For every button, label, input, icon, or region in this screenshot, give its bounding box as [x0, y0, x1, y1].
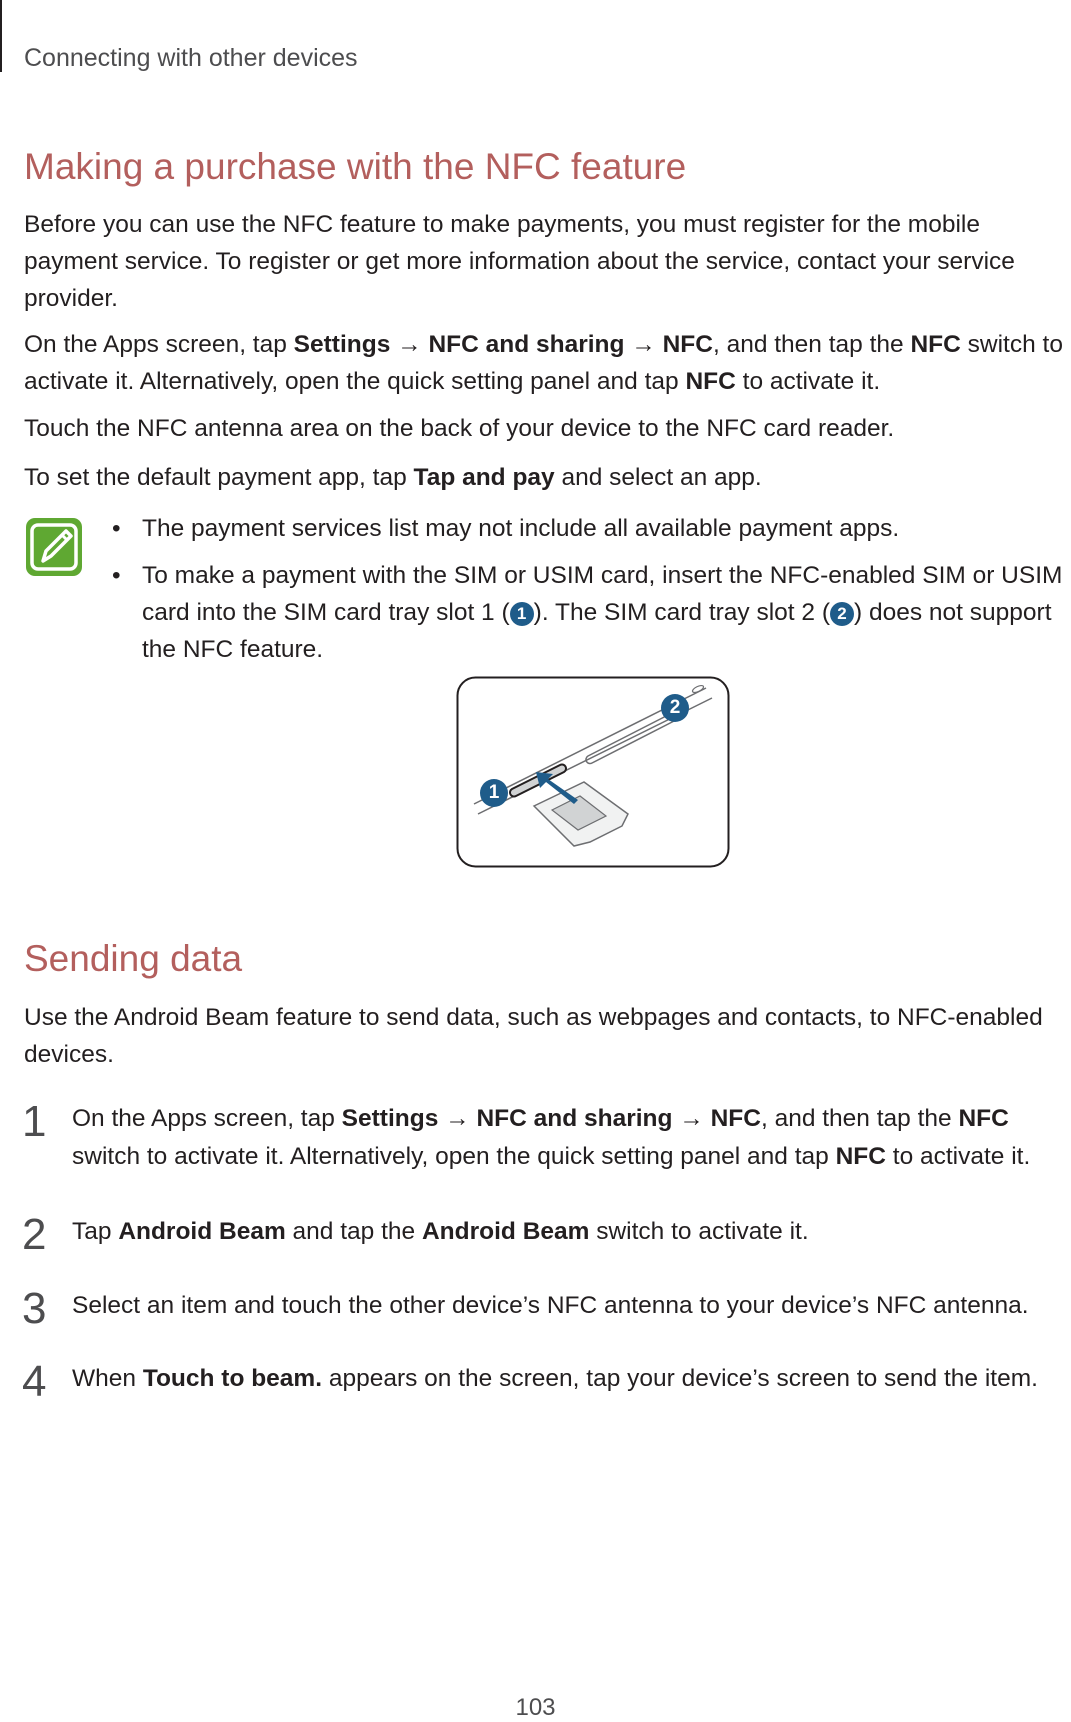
note-icon	[26, 518, 82, 576]
section-heading-nfc-purchase: Making a purchase with the NFC feature	[24, 146, 687, 187]
slot-2-badge: 2	[830, 602, 854, 626]
section-heading-sending-data: Sending data	[24, 938, 243, 979]
slot-1-badge: 1	[510, 602, 534, 626]
paragraph-default-payment: To set the default payment app, tap Tap and pay and select an app.	[24, 464, 762, 491]
running-header: Connecting with other devices	[24, 44, 358, 72]
sim-tray-figure	[456, 676, 730, 868]
page-number: 103	[515, 1694, 556, 1721]
paragraph-android-beam-intro: Use the Android Beam feature to send data, such as webpages and contacts, to NFC-enabled devices.	[24, 1004, 1043, 1068]
paragraph-activate-nfc: On the Apps screen, tap Settings → NFC and sharing → NFC, and then tap the NFC switch to activate it. Alternatively, open the quick setting panel and tap NFC to activate it.	[24, 331, 1063, 395]
paragraph-touch-antenna: Touch the NFC antenna area on the back of your device to the NFC card reader.	[24, 415, 895, 442]
header-rule	[0, 0, 2, 72]
figure-label-slot-2: 2	[669, 697, 681, 718]
paragraph-register: Before you can use the NFC feature to make payments, you must register for the mobile payment service. To register or get more information about the service, contact your service provider.	[24, 211, 1015, 312]
figure-label-slot-1: 1	[488, 782, 500, 803]
